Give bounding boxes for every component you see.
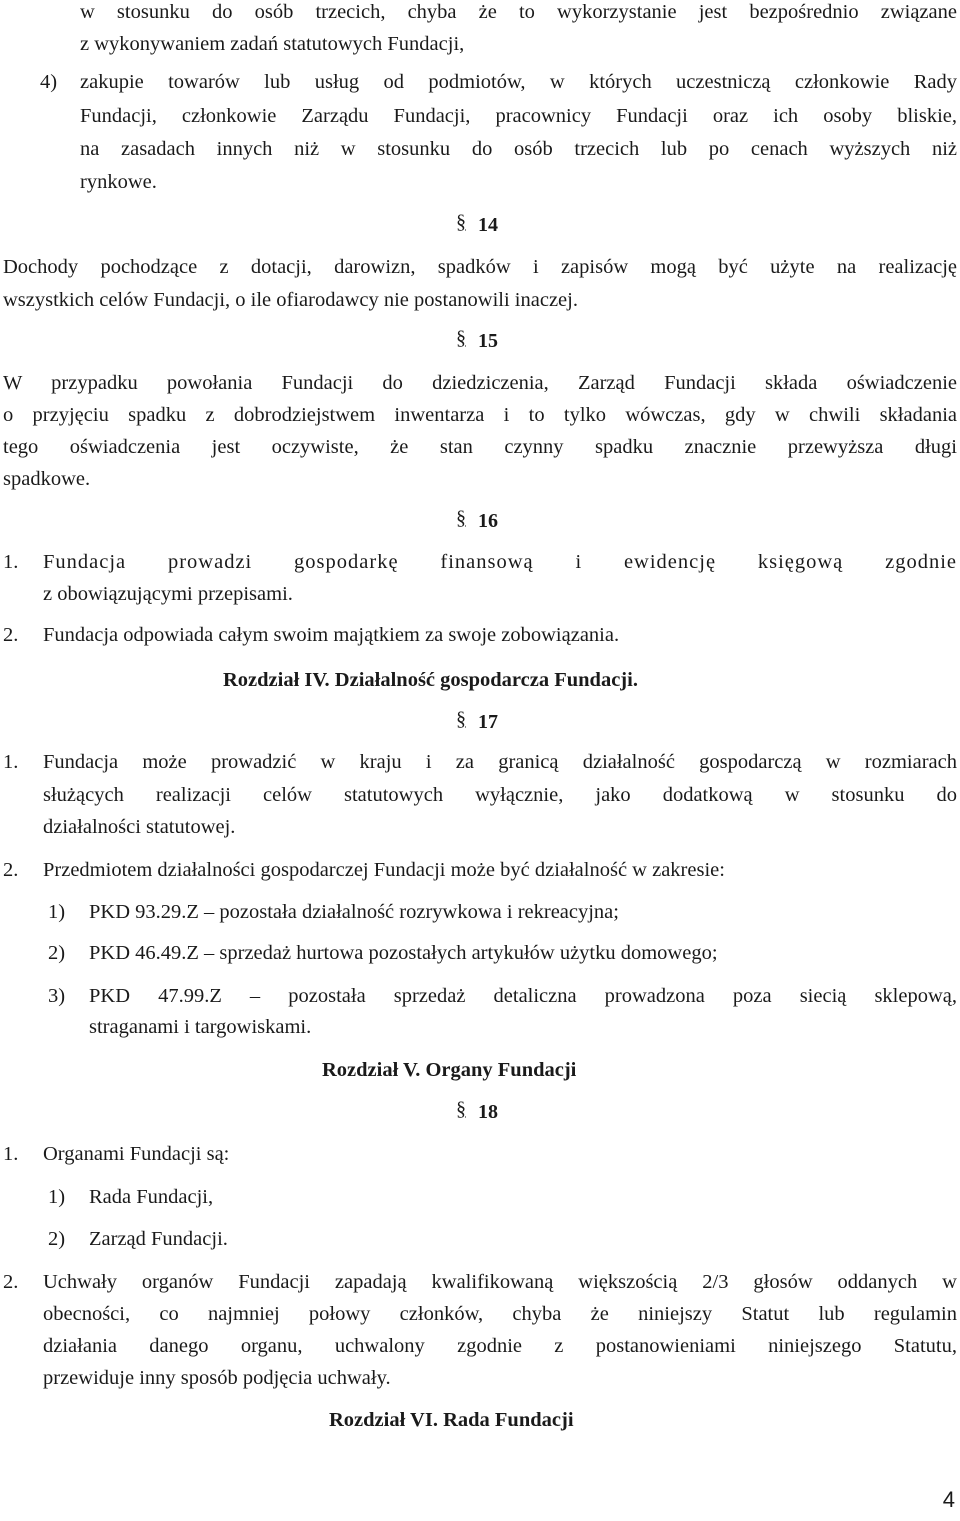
text-line: w stosunku do osób trzecich, chyba że to wykorzystanie jest bezpośrednio związane xyxy=(80,1,957,23)
list-number: 2. xyxy=(3,859,19,881)
section-number: 15 xyxy=(478,330,498,352)
text-line: działalności statutowej. xyxy=(43,816,236,838)
list-item: Zarząd Fundacji. xyxy=(89,1228,228,1250)
page-number: 4 xyxy=(942,1487,955,1512)
list-number: 1. xyxy=(3,551,19,573)
list-item: PKD 93.29.Z – pozostała działalność rozrywkowa i rekreacyjna; xyxy=(89,901,619,923)
chapter-heading: Rozdział V. Organy Fundacji xyxy=(322,1059,577,1081)
text-line: Przedmiotem działalności gospodarczej Fundacji może być działalność w zakresie: xyxy=(43,859,725,881)
section-symbol: § xyxy=(456,1098,466,1120)
chapter-heading: Rozdział VI. Rada Fundacji xyxy=(329,1409,574,1431)
text-line: Fundacja prowadzi gospodarkę finansową i ewidencję księgową zgodnie xyxy=(43,551,957,573)
text-line: o przyjęciu spadku z dobrodziejstwem inwentarza i to tylko wówczas, gdy w chwili składania xyxy=(3,404,957,426)
text-line: tego oświadczenia jest oczywiste, że stan czynny spadku znacznie przewyższa długi xyxy=(3,436,957,458)
text-line: na zasadach innych niż w stosunku do osób trzecich lub po cenach wyższych niż xyxy=(80,138,957,160)
list-item: PKD 47.99.Z – pozostała sprzedaż detaliczna prowadzona poza siecią sklepową, xyxy=(89,985,957,1007)
section-heading xyxy=(456,1096,498,1128)
list-number: 3) xyxy=(48,985,66,1007)
list-number: 1) xyxy=(48,901,66,923)
text-line: W przypadku powołania Fundacji do dziedziczenia, Zarząd Fundacji składa oświadczenie xyxy=(3,372,957,394)
text-line: Fundacja odpowiada całym swoim majątkiem za swoje zobowiązania. xyxy=(43,624,620,646)
section-symbol: § xyxy=(456,211,466,233)
list-number: 2. xyxy=(3,624,19,646)
section-number: 14 xyxy=(478,214,498,236)
text-line: z wykonywaniem zadań statutowych Fundacji, xyxy=(80,33,465,55)
chapter-heading: Rozdział IV. Działalność gospodarcza Fundacji. xyxy=(223,669,638,691)
section-number: 16 xyxy=(478,510,498,532)
text-line: spadkowe. xyxy=(3,468,91,490)
section-number: 17 xyxy=(478,711,498,733)
text-line: Fundacji, członkowie Zarządu Fundacji, pracownicy Fundacji oraz ich osoby bliskie, xyxy=(80,105,957,127)
text-line: Dochody pochodzące z dotacji, darowizn, spadków i zapisów mogą być użyte na realizację xyxy=(3,256,957,278)
list-number: 2) xyxy=(48,942,66,964)
list-number: 1. xyxy=(3,751,19,773)
text-line: Organami Fundacji są: xyxy=(43,1143,230,1165)
text-line: zakupie towarów lub usług od podmiotów, w których uczestniczą członkowie Rady xyxy=(80,71,957,93)
list-item: straganami i targowiskami. xyxy=(89,1016,312,1038)
text-line: służących realizacji celów statutowych wyłącznie, jako dodatkową w stosunku do xyxy=(43,784,957,806)
section-symbol: § xyxy=(456,507,466,529)
text-line: z obowiązującymi przepisami. xyxy=(43,583,293,605)
section-symbol: § xyxy=(456,708,466,730)
list-number: 1) xyxy=(48,1186,66,1208)
section-heading xyxy=(456,209,498,241)
text-line: wszystkich celów Fundacji, o ile ofiarodawcy nie postanowili inaczej. xyxy=(3,289,578,311)
section-heading xyxy=(456,325,498,357)
section-symbol: § xyxy=(456,327,466,349)
list-number: 2) xyxy=(48,1228,66,1250)
text-line: rynkowe. xyxy=(80,171,157,193)
list-item: PKD 46.49.Z – sprzedaż hurtowa pozostałych artykułów użytku domowego; xyxy=(89,942,718,964)
section-heading xyxy=(456,706,498,738)
text-line: Fundacja może prowadzić w kraju i za granicą działalność gospodarczą w rozmiarach xyxy=(43,751,957,773)
section-heading xyxy=(456,505,498,537)
text-line: obecności, co najmniej połowy członków, chyba że niniejszy Statut lub regulamin xyxy=(43,1303,957,1325)
list-number: 2. xyxy=(3,1271,19,1293)
section-number: 18 xyxy=(478,1101,498,1123)
list-item: Rada Fundacji, xyxy=(89,1186,214,1208)
list-number: 1. xyxy=(3,1143,19,1165)
text-line: Uchwały organów Fundacji zapadają kwalifikowaną większością 2/3 głosów oddanych w xyxy=(43,1271,957,1293)
list-number: 4) xyxy=(40,71,58,93)
text-line: działania danego organu, uchwalony zgodnie z postanowieniami niniejszego Statutu, xyxy=(43,1335,957,1357)
text-line: przewiduje inny sposób podjęcia uchwały. xyxy=(43,1367,391,1389)
